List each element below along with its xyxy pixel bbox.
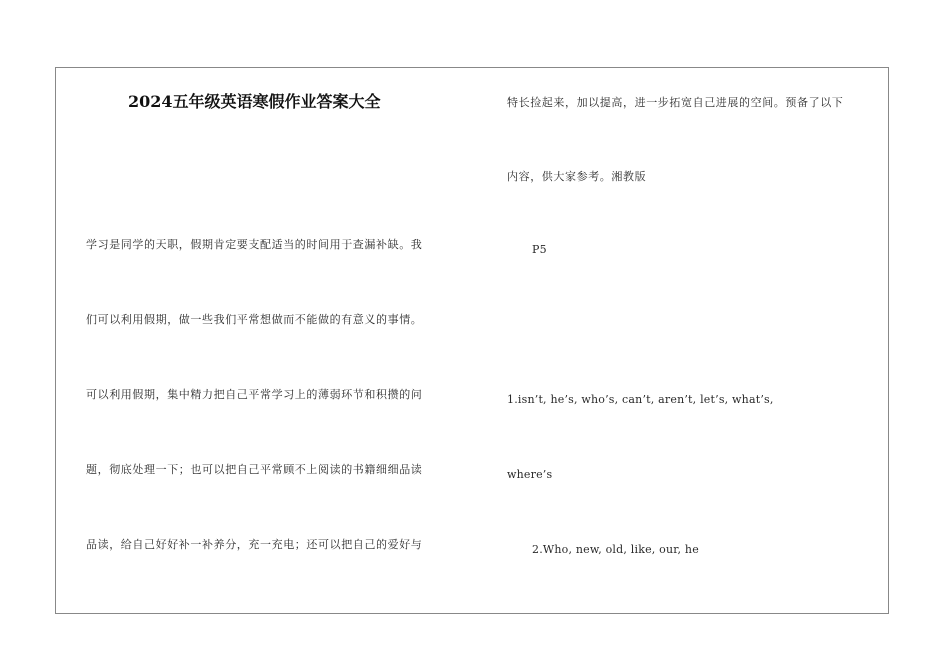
right-paragraph-line-2: 内容，供大家参考。湘教版 <box>507 170 647 183</box>
answer-line-2: 2.Who, new, old, like, our, he <box>532 543 699 556</box>
left-paragraph-line-1: 学习是同学的天职，假期肯定要支配适当的时间用于查漏补缺。我 <box>86 238 423 251</box>
left-paragraph-line-3: 可以利用假期，集中精力把自己平常学习上的薄弱环节和积攒的问 <box>86 388 423 401</box>
page-reference: P5 <box>532 243 547 256</box>
right-paragraph-line-1: 特长捡起来，加以提高，进一步拓宽自己进展的空间。预备了以下 <box>507 96 844 109</box>
left-paragraph-line-5: 品读，给自己好好补一补养分，充一充电；还可以把自己的爱好与 <box>86 538 423 551</box>
answer-line-1: 1.isn’t, he’s, who’s, can’t, aren’t, let’s, what’s, <box>507 393 774 406</box>
document-title: 2024五年级英语寒假作业答案大全 <box>128 92 381 111</box>
answer-line-1-continued: where’s <box>507 468 553 481</box>
page-frame <box>55 67 889 614</box>
left-paragraph-line-4: 题，彻底处理一下；也可以把自己平常顾不上阅读的书籍细细品读 <box>86 463 423 476</box>
left-paragraph-line-2: 们可以利用假期，做一些我们平常想做而不能做的有意义的事情。 <box>86 313 423 326</box>
